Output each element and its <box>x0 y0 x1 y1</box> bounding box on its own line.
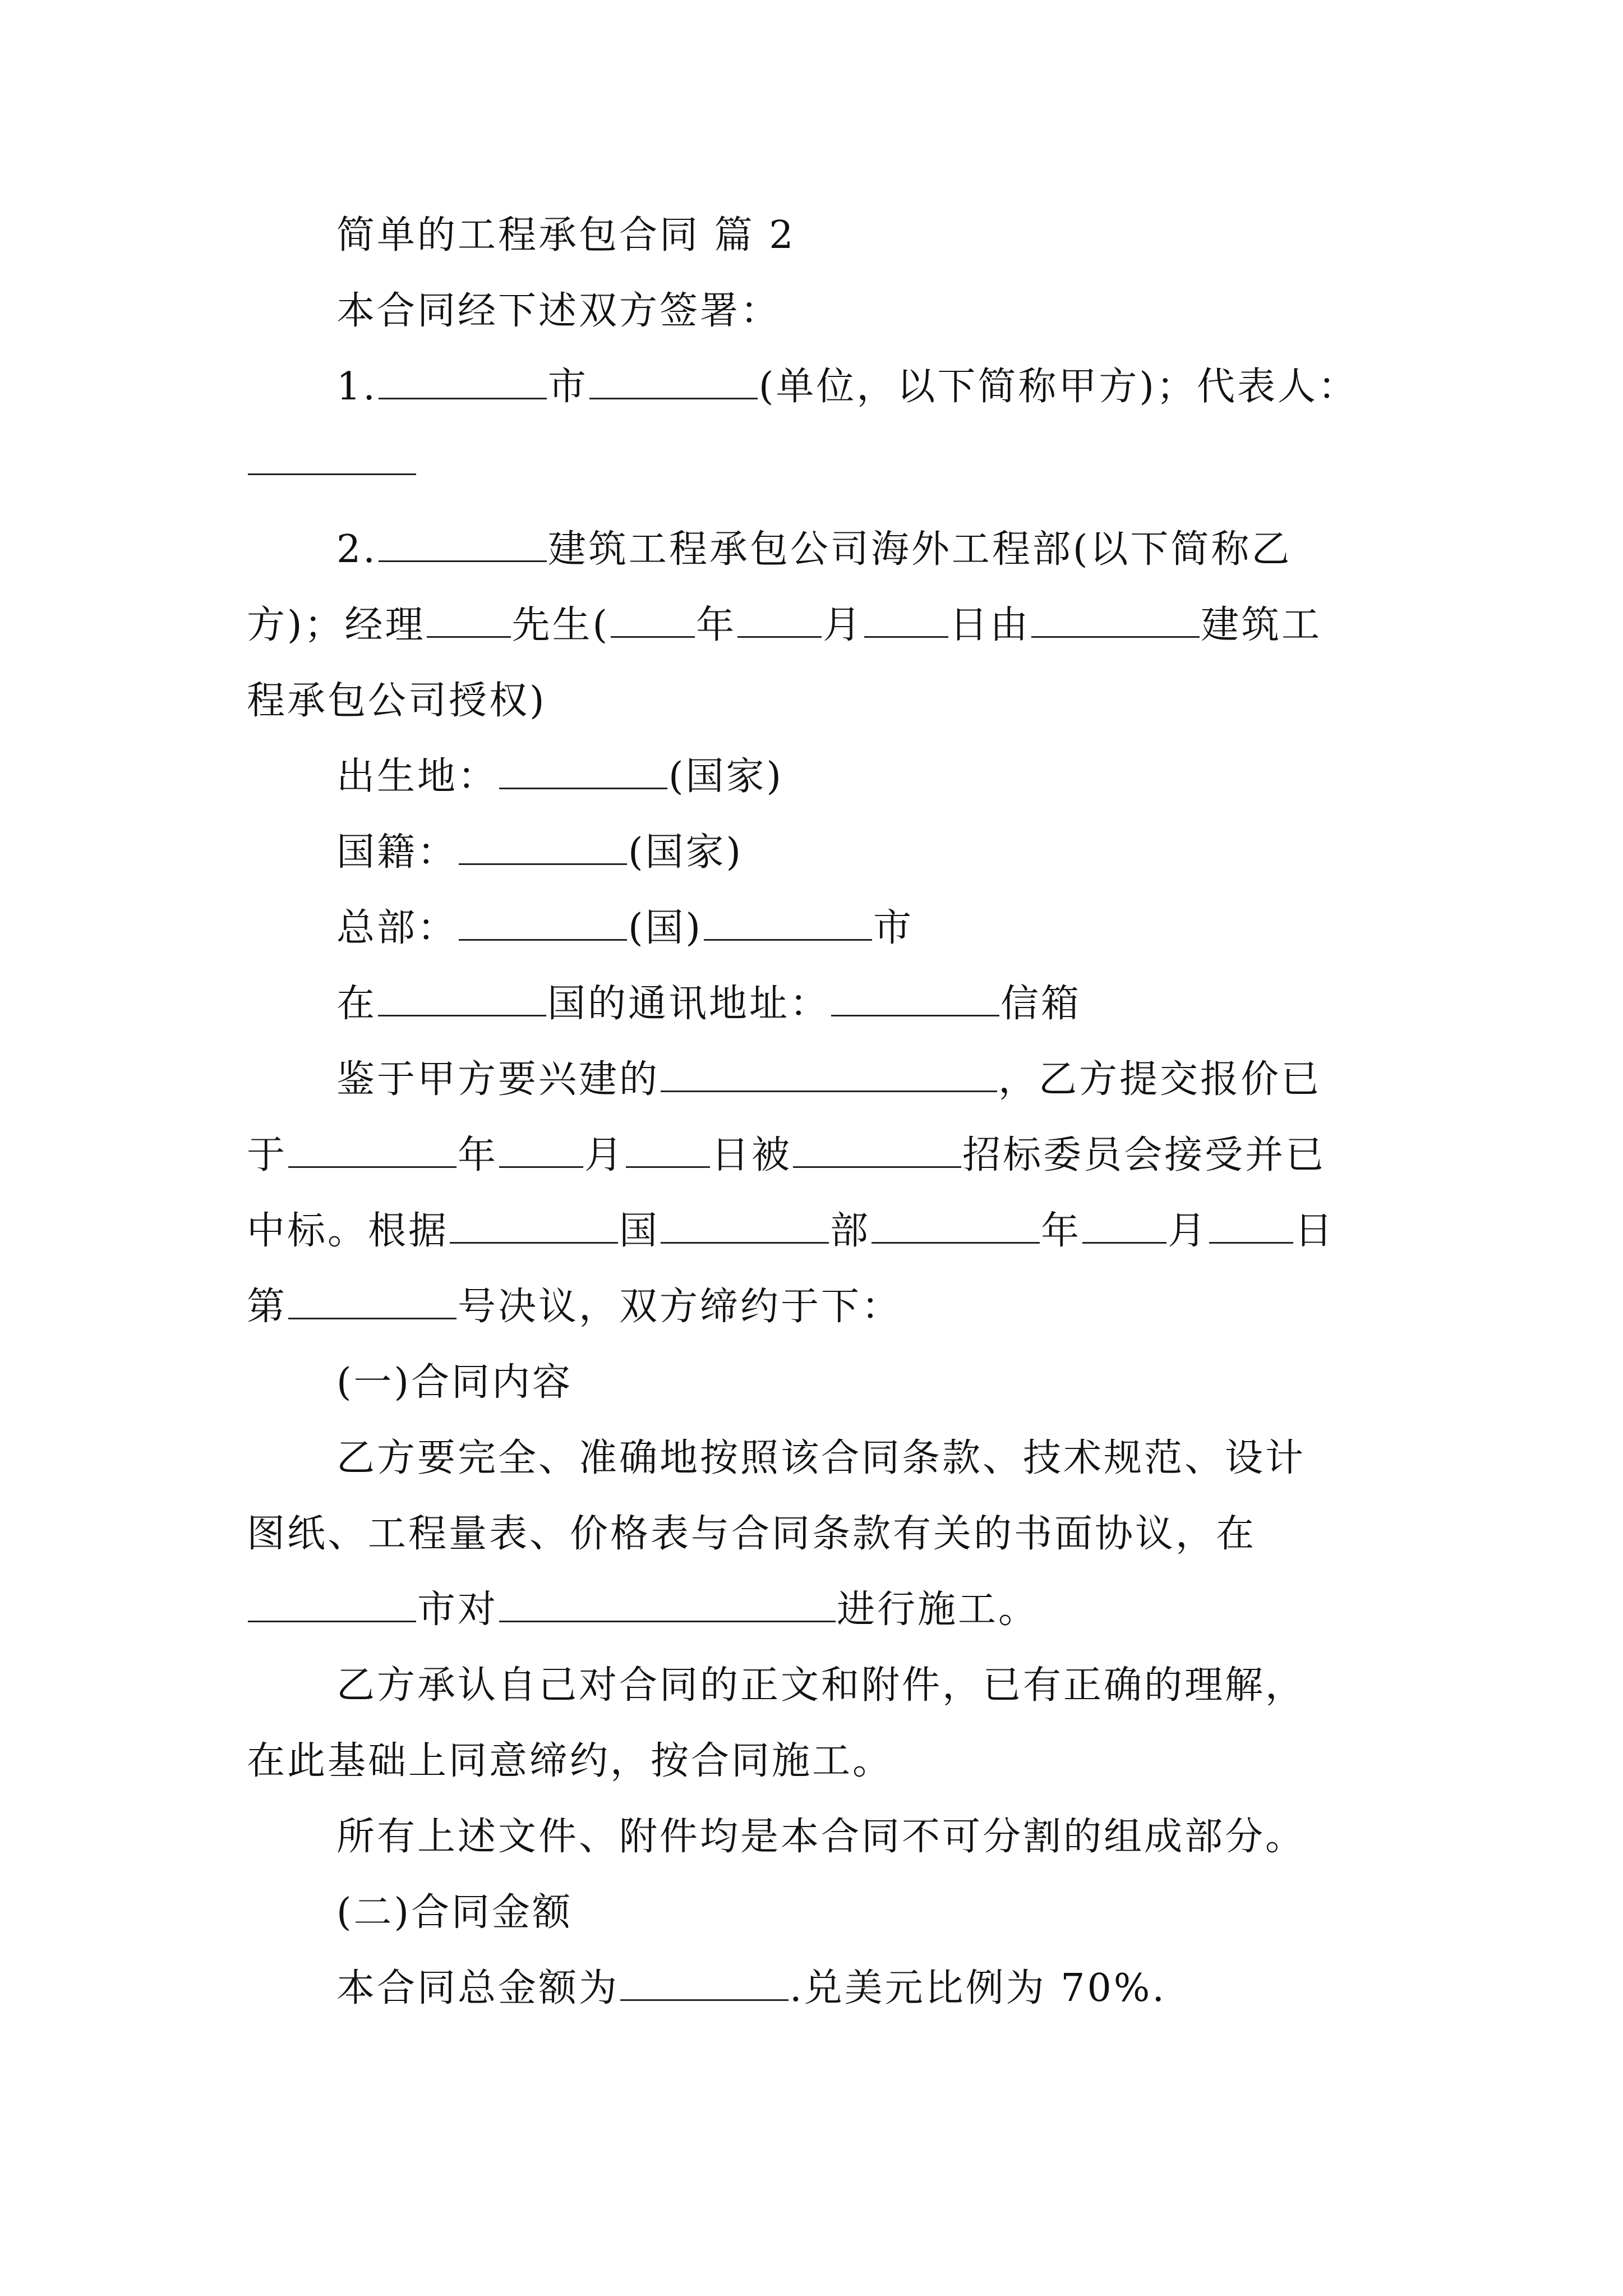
section-1-para-3: 所有上述文件、附件均是本合同不可分割的组成部分。 <box>336 1815 1306 1859</box>
blank-field <box>288 1131 457 1168</box>
party-a-line: 1. 市 (单位，以下简称甲方)；代表人： <box>336 359 1358 415</box>
section-1-para-1-line-3: 市对 进行施工。 <box>247 1582 1039 1638</box>
headquarters-line: 总部： (国) 市 <box>336 900 914 956</box>
blank-field <box>793 1131 961 1168</box>
blank-field <box>459 829 627 865</box>
blank-field <box>626 1131 710 1168</box>
section-2-heading: (二)合同金额 <box>336 1890 573 1935</box>
blank-field <box>864 601 948 638</box>
blank-field <box>589 363 758 399</box>
blank-field <box>704 904 872 941</box>
blank-field <box>1209 1207 1293 1244</box>
blank-field <box>1082 1207 1166 1244</box>
blank-field <box>611 601 695 638</box>
whereas-line-2: 于 年 月 日被 招标委员会接受并已 <box>247 1128 1326 1184</box>
section-1-para-2-line-1: 乙方承认自己对合同的正文和附件，已有正确的理解， <box>336 1663 1306 1708</box>
blank-field <box>499 753 667 789</box>
party-b-line-1: 2. 建筑工程承包公司海外工程部(以下简称乙 <box>336 522 1292 578</box>
section-1-para-2-line-2: 在此基础上同意缔约，按合同施工。 <box>247 1739 893 1783</box>
blank-field <box>661 1056 997 1092</box>
whereas-line-1: 鉴于甲方要兴建的 ，乙方提交报价已 <box>336 1052 1321 1108</box>
blank-field <box>831 980 999 1016</box>
address-line: 在 国的通讯地址： 信箱 <box>336 976 1081 1032</box>
blank-field <box>248 1586 416 1622</box>
blank-field <box>872 1207 1040 1244</box>
blank-field <box>499 1586 836 1622</box>
party-a-representative-line <box>247 435 417 491</box>
blank-field <box>379 526 547 562</box>
blank-field <box>288 1283 457 1319</box>
section-2-para-1: 本合同总金额为 .兑美元比例为 70%. <box>336 1961 1166 2017</box>
section-1-para-1-line-2: 图纸、工程量表、价格表与合同条款有关的书面协议，在 <box>247 1512 1257 1556</box>
whereas-line-3: 中标。根据 国 部 年 月 日 <box>247 1203 1335 1259</box>
nationality-line: 国籍： (国家) <box>336 825 743 881</box>
party-b-line-3: 程承包公司授权) <box>247 679 547 723</box>
blank-field <box>737 601 822 638</box>
blank-field <box>427 601 511 638</box>
blank-field <box>378 980 546 1016</box>
party-b-line-2: 方)；经理 先生( 年 月 日由 建筑工 <box>247 597 1322 654</box>
section-1-para-1-line-1: 乙方要完全、准确地按照该合同条款、技术规范、设计 <box>336 1436 1306 1480</box>
blank-field <box>459 904 627 941</box>
blank-field <box>661 1207 829 1244</box>
blank-field <box>620 1964 789 2001</box>
whereas-line-4: 第 号决议，双方缔约于下： <box>247 1279 902 1335</box>
document-title: 简单的工程承包合同 篇 2 <box>336 213 796 257</box>
blank-field <box>499 1131 583 1168</box>
intro-line: 本合同经下述双方签署： <box>336 289 781 333</box>
blank-field <box>379 363 547 399</box>
blank-field <box>248 439 416 475</box>
birthplace-line: 出生地： (国家) <box>336 749 783 805</box>
blank-field <box>450 1207 618 1244</box>
section-1-heading: (一)合同内容 <box>336 1360 573 1405</box>
blank-field <box>1031 601 1200 638</box>
